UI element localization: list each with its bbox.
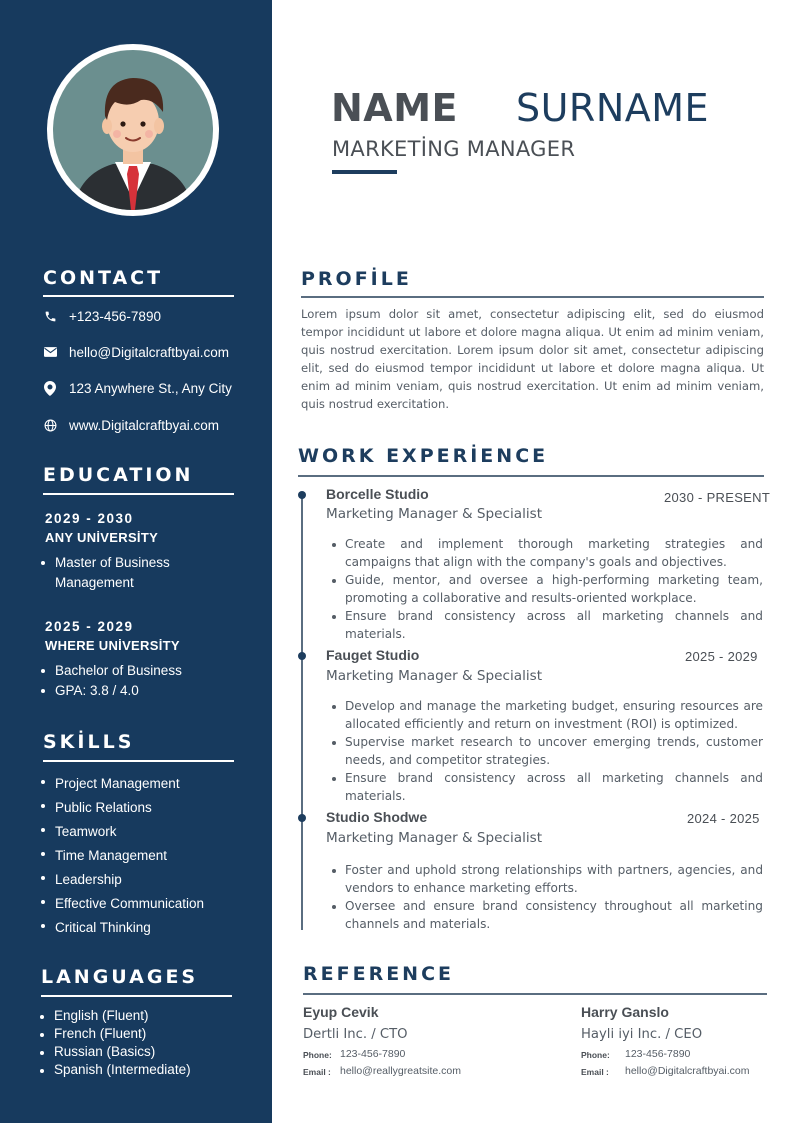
languages-heading: LANGUAGES [41,966,199,988]
list-item: Bachelor of Business [39,661,182,681]
job-bullets [329,861,763,933]
education-school: WHERE UNİVERSİTY [45,638,180,653]
job-bullets [329,697,763,805]
phone-icon [43,309,57,323]
list-item: Supervise market research to uncover emerging trends, customer needs, and competitor strategies. [329,733,763,769]
phone-text[interactable]: +123-456-7890 [69,308,161,324]
email-text[interactable]: hello@Digitalcraftbyai.com [69,344,230,360]
list-item: Russian (Basics) [38,1043,191,1061]
list-item: Develop and manage the marketing budget, ensuring resources are allocated efficiently and return on investment (ROI) is optimized. [329,697,763,733]
job-bullets [329,535,763,643]
contact-address [43,378,232,398]
list-item: Oversee and ensure brand consistency throughout all marketing channels and materials. [329,897,763,933]
education-details [39,661,182,701]
job-role: Marketing Manager & Specialist [326,668,543,684]
education-years: 2025 - 2029 [45,619,134,634]
list-item: Guide, mentor, and oversee a high-performing marketing team, promoting a collaborative and results-oriented workplace. [329,571,763,607]
reference-email[interactable]: hello@reallygreatsite.com [340,1065,461,1077]
list-item: Ensure brand consistency across all marketing channels and materials. [329,769,763,805]
reference-company: Hayli iyi Inc. / CEO [581,1027,703,1042]
sidebar [0,0,272,1123]
avatar-illustration [53,50,213,210]
list-item: Public Relations [39,796,204,820]
reference-heading: REFERENCE [303,963,455,985]
job-title: MARKETİNG MANAGER [332,137,576,161]
reference-divider [303,993,767,995]
list-item: English (Fluent) [38,1007,191,1025]
list-item: Ensure brand consistency across all marketing channels and materials. [329,607,763,643]
contact-website [43,415,219,435]
reference-phone[interactable]: 123-456-7890 [625,1048,691,1060]
experience-divider [298,475,764,477]
job-company: Borcelle Studio [326,486,429,502]
list-item: Spanish (Intermediate) [38,1061,191,1079]
list-item: Project Management [39,772,204,796]
title-accent-bar [332,170,397,174]
timeline-dot [298,491,306,499]
avatar [47,44,219,216]
list-item: French (Fluent) [38,1025,191,1043]
list-item: Master of Business [39,553,170,573]
job-dates: 2030 - PRESENT [664,490,771,505]
experience-heading: WORK EXPERİENCE [298,445,549,467]
languages-divider [41,995,232,997]
list-item: Leadership [39,868,204,892]
job-company: Studio Shodwe [326,809,428,825]
profile-heading: PROFİLE [301,268,412,290]
email-label: Email : [581,1067,609,1077]
reference-name: Harry Ganslo [581,1004,669,1020]
reference-company: Dertli Inc. / CTO [303,1027,408,1042]
languages-list [38,1007,191,1079]
list-item: Time Management [39,844,204,868]
education-heading: EDUCATION [43,464,194,486]
contact-divider [43,295,234,297]
skills-divider [43,760,234,762]
profile-text: Lorem ipsum dolor sit amet, consectetur adipiscing elit, sed do eiusmod tempor incididunt ut labore et dolore magna aliqua. Ut enim ad minim veniam, quis nostrud exercitation. Lorem ipsum dolor sit amet, consectetur adipiscing elit, sed do eiusmod tempor incididunt ut labore et dolore magna aliqua. Ut enim ad minim veniam, quis nostrud exercitation. Ut enim ad minim veniam, quis nostrud exercitation. [301,307,764,411]
skills-list [39,772,204,940]
list-item: Critical Thinking [39,916,204,940]
first-name: NAME [331,86,458,130]
list-item: Teamwork [39,820,204,844]
contact-email [43,342,229,362]
job-role: Marketing Manager & Specialist [326,830,543,846]
list-item: Effective Communication [39,892,204,916]
skills-heading: SKİLLS [43,731,135,753]
list-item: Foster and uphold strong relationships with partners, agencies, and vendors to enhance marketing efforts. [329,861,763,897]
reference-name: Eyup Cevik [303,1004,379,1020]
contact-heading: CONTACT [43,267,164,289]
education-school: ANY UNİVERSİTY [45,530,159,545]
location-pin-icon [43,381,57,395]
email-icon [43,345,57,359]
phone-label: Phone: [303,1050,332,1060]
job-company: Fauget Studio [326,647,420,663]
last-name: SURNAME [516,86,710,130]
contact-phone [43,306,161,326]
list-item: Management [55,575,134,590]
list-item: Create and implement thorough marketing strategies and campaigns that align with the company's goals and objectives. [329,535,763,571]
education-years: 2029 - 2030 [45,511,134,526]
reference-email[interactable]: hello@Digitalcraftbyai.com [625,1065,750,1077]
website-text[interactable]: www.Digitalcraftbyai.com [69,417,220,433]
timeline-line [301,494,303,930]
profile-divider [301,296,764,298]
globe-icon [43,418,57,432]
phone-label: Phone: [581,1050,610,1060]
reference-phone[interactable]: 123-456-7890 [340,1048,406,1060]
timeline-dot [298,652,306,660]
address-text: 123 Anywhere St., Any City [69,380,232,396]
job-dates: 2024 - 2025 [687,811,760,826]
education-divider [43,493,234,495]
education-details [39,553,170,593]
timeline-dot [298,814,306,822]
email-label: Email : [303,1067,331,1077]
job-role: Marketing Manager & Specialist [326,506,543,522]
job-dates: 2025 - 2029 [685,649,758,664]
list-item: GPA: 3.8 / 4.0 [39,681,182,701]
